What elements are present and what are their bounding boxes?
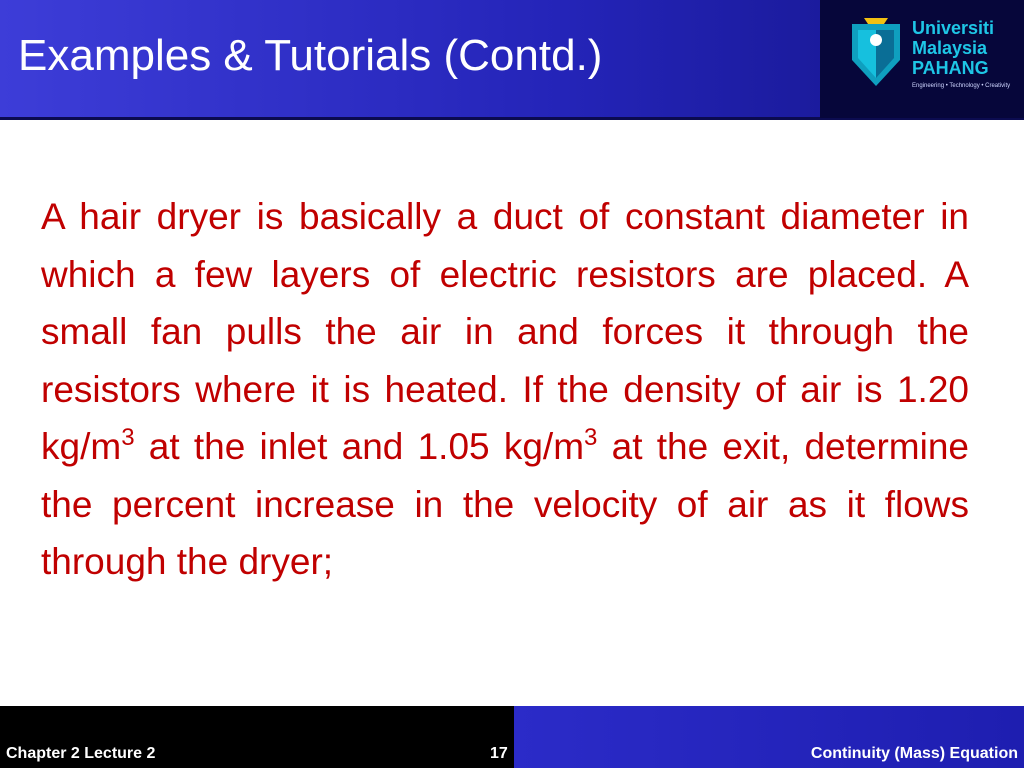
slide-header xyxy=(0,0,1024,120)
footer-right-bar xyxy=(514,706,1024,768)
footer-topic-label: Continuity (Mass) Equation xyxy=(810,745,1018,762)
footer-left-bar xyxy=(0,706,514,768)
slide-title: Examples & Tutorials (Contd.) xyxy=(18,31,603,80)
logo-tagline: Engineering • Technology • Creativity xyxy=(912,83,1011,89)
superscript-exponent-1: 3 xyxy=(121,424,135,451)
problem-statement xyxy=(41,188,969,591)
shield-icon xyxy=(850,12,902,90)
superscript-exponent-2: 3 xyxy=(584,424,598,451)
problem-text-part1: A hair dryer is basically a duct of constant diameter in which a few layers of electric resistors are placed. A small fan pulls the air in and forces it through the resistors where it is heated. If the density of air is 1.20 kg/m xyxy=(41,196,969,467)
problem-text-part3: at the exit, determine the percent increase in the velocity of air as it flows through the dryer; xyxy=(41,426,969,582)
logo-text-line2: Malaysia xyxy=(912,38,988,58)
university-logo xyxy=(820,0,1024,118)
problem-text-part2: at the inlet and 1.05 kg/m xyxy=(134,426,585,467)
footer-chapter-label: Chapter 2 Lecture 2 xyxy=(6,745,156,762)
logo-text-line3: PAHANG xyxy=(912,58,989,78)
logo-text-line1: Universiti xyxy=(912,18,995,38)
footer-page-number: 17 xyxy=(490,745,508,762)
